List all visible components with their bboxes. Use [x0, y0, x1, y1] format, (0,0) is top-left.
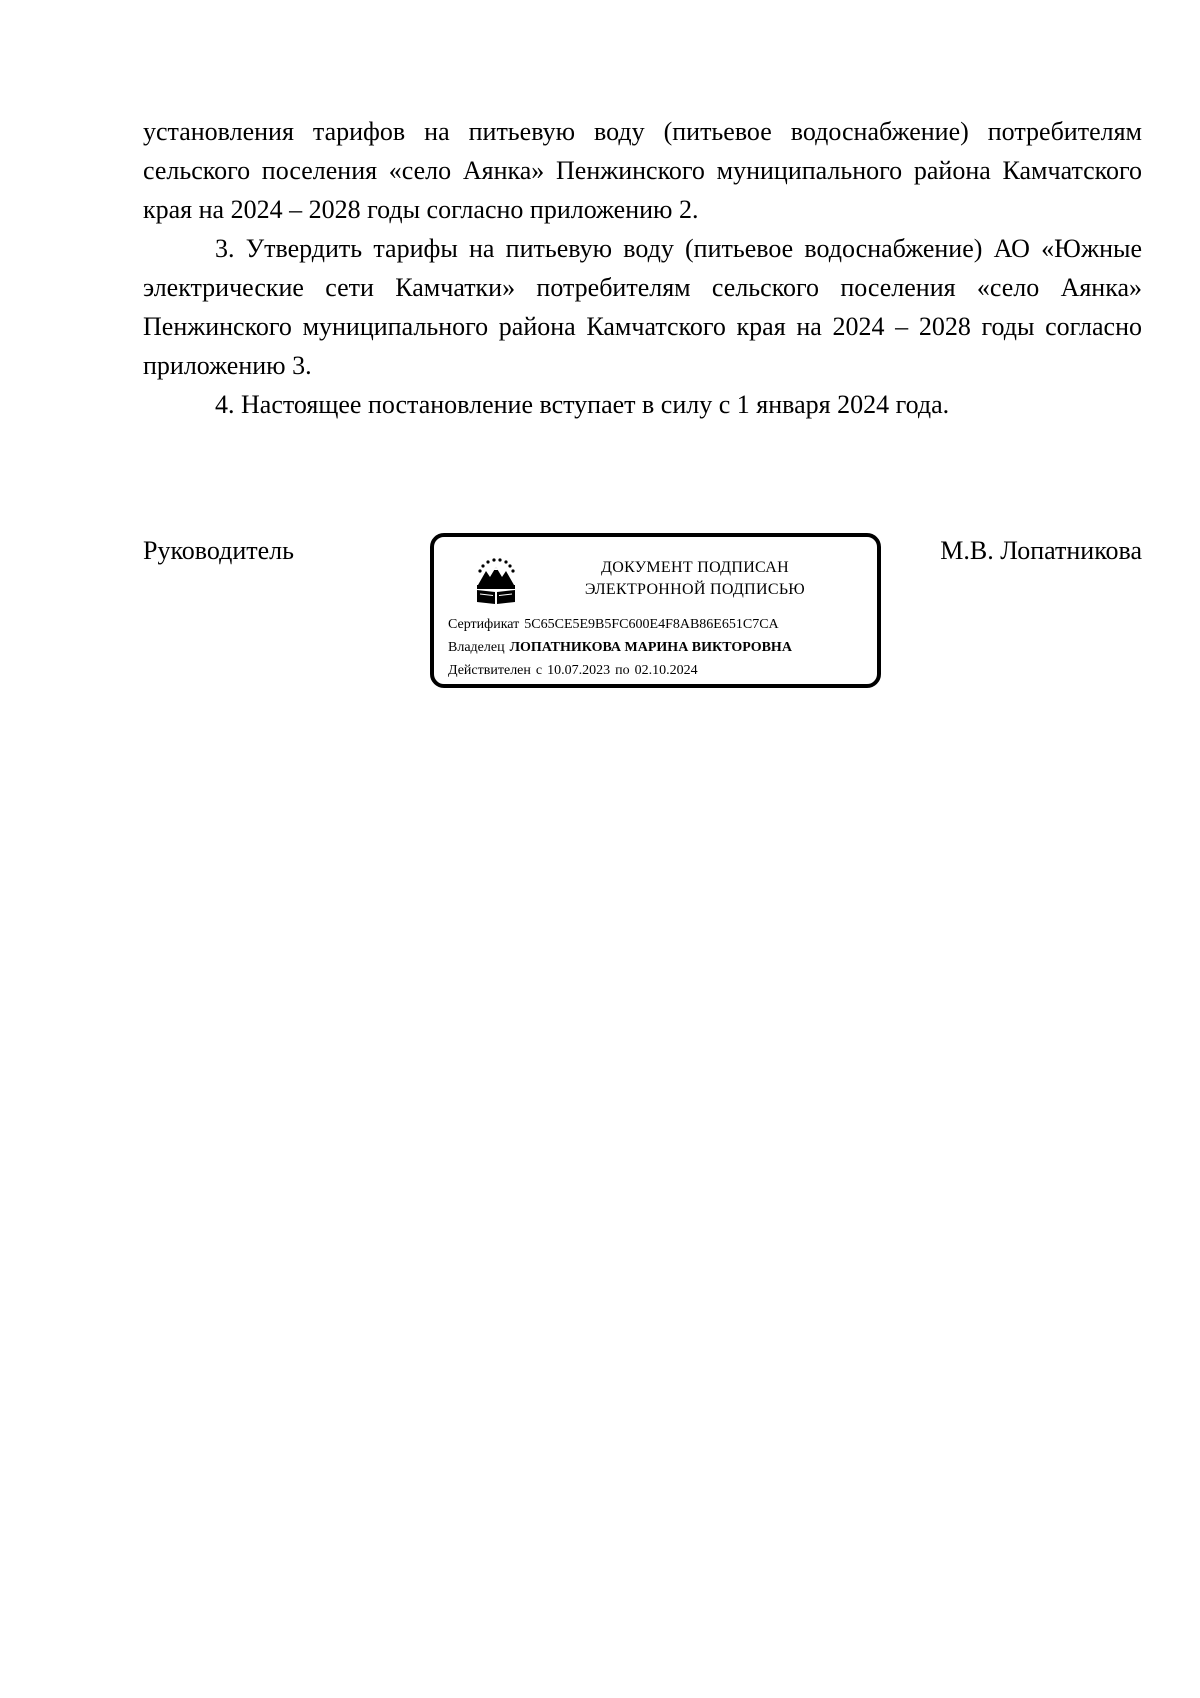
signatory-role: Руководитель — [143, 536, 294, 565]
stamp-title-line-2: ЭЛЕКТРОННОЙ ПОДПИСЬЮ — [584, 581, 806, 598]
owner-line — [448, 636, 873, 659]
certificate-label: Сертификат — [448, 617, 520, 632]
valid-from-date: 10.07.2023 — [547, 663, 611, 678]
stamp-title — [530, 557, 860, 601]
valid-to-label: по — [615, 663, 630, 678]
valid-label: Действителен — [448, 663, 531, 678]
valid-from-label: с — [535, 663, 543, 678]
certificate-value: 5C65CE5E9B5FC600E4F8AB86E651C7CA — [524, 617, 779, 632]
stamp-details — [448, 613, 873, 682]
paragraph-item-4: 4. Настоящее постановление вступает в силу с 1 января 2024 года. — [215, 390, 950, 419]
owner-label: Владелец — [448, 640, 505, 655]
owner-value: ЛОПАТНИКОВА МАРИНА ВИКТОРОВНА — [509, 640, 792, 655]
signatory-name: М.В. Лопатникова — [940, 536, 1142, 565]
signature-block — [143, 531, 1142, 691]
electronic-signature-stamp — [430, 533, 881, 688]
valid-to-date: 02.10.2024 — [634, 663, 698, 678]
document-body — [143, 112, 1142, 424]
kamchatka-coat-of-arms-icon — [468, 557, 524, 607]
certificate-line — [448, 613, 873, 636]
validity-line — [448, 659, 873, 682]
paragraph-item-3: 3. Утвердить тарифы на питьевую воду (питьевое водоснабжение) АО «Южные электрические сети Камчатки» потребителям сельского поселения «село Аянка» Пенжинского муниципального района Камчатского края на 2024 – 2028 годы согласно приложению 3. — [143, 234, 1142, 380]
paragraph-continuation: установления тарифов на питьевую воду (питьевое водоснабжение) потребителям сельского поселения «село Аянка» Пенжинского муниципального района Камчатского края на 2024 – 2028 годы согласно приложению 2. — [143, 117, 1142, 224]
stamp-title-line-1: ДОКУМЕНТ ПОДПИСАН — [601, 559, 789, 576]
